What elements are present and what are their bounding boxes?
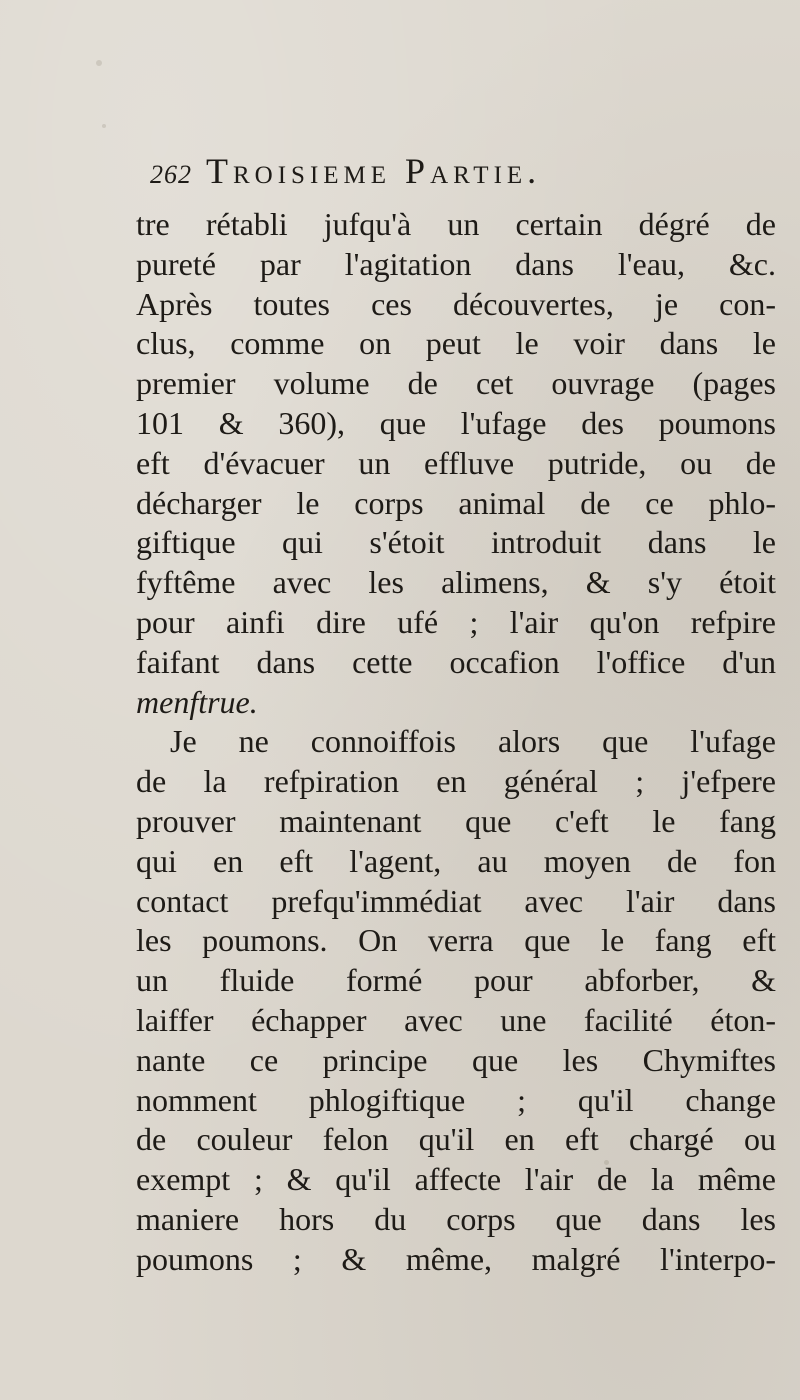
- text-line: clus, comme on peut le voir dans le: [136, 325, 776, 362]
- text-line: contact prefqu'immédiat avec l'air dans: [136, 882, 776, 919]
- text-line: pureté par l'agitation dans l'eau, &c.: [136, 245, 776, 282]
- body-text: [136, 205, 776, 1280]
- text-line: décharger le corps animal de ce phlo-: [136, 484, 776, 521]
- text-line: giftique qui s'étoit introduit dans le: [136, 524, 776, 561]
- paper-stain: [96, 60, 102, 66]
- text-line: exempt ; & qu'il affecte l'air de la même: [136, 1161, 776, 1198]
- text-line: nante ce principe que les Chymiftes: [136, 1041, 776, 1078]
- running-title: Troisieme Partie.: [206, 151, 542, 191]
- text-line: nomment phlogiftique ; qu'il change: [136, 1081, 776, 1118]
- text-line: menftrue.: [136, 683, 258, 720]
- text-line: eft d'évacuer un effluve putride, ou de: [136, 444, 776, 481]
- text-line: 101 & 360), que l'ufage des poumons: [136, 404, 776, 441]
- text-line: prouver maintenant que c'eft le fang: [136, 802, 776, 839]
- text-line: premier volume de cet ouvrage (pages: [136, 365, 776, 402]
- text-line: un fluide formé pour abforber, &: [136, 962, 776, 999]
- text-line: qui en eft l'agent, au moyen de fon: [136, 842, 776, 879]
- text-line: faifant dans cette occafion l'office d'un: [136, 643, 776, 680]
- running-head: [150, 150, 770, 194]
- text-line: de couleur felon qu'il en eft chargé ou: [136, 1121, 776, 1158]
- text-line: maniere hors du corps que dans les: [136, 1200, 776, 1237]
- text-line: tre rétabli jufqu'à un certain dégré de: [136, 206, 776, 242]
- text-line: pour ainfi dire ufé ; l'air qu'on refpire: [136, 603, 776, 640]
- paper-stain: [102, 124, 106, 128]
- text-line: Je ne connoiffois alors que l'ufage: [170, 723, 776, 760]
- text-line: fyftême avec les alimens, & s'y étoit: [136, 564, 776, 601]
- text-line: poumons ; & même, malgré l'interpo-: [136, 1240, 776, 1277]
- text-line: de la refpiration en général ; j'efpere: [136, 763, 776, 800]
- page-number: 262: [150, 160, 192, 189]
- text-line: Après toutes ces découvertes, je con-: [136, 285, 776, 322]
- text-line: laiffer échapper avec une facilité éton-: [136, 1001, 776, 1038]
- text-line: les poumons. On verra que le fang eft: [136, 922, 776, 959]
